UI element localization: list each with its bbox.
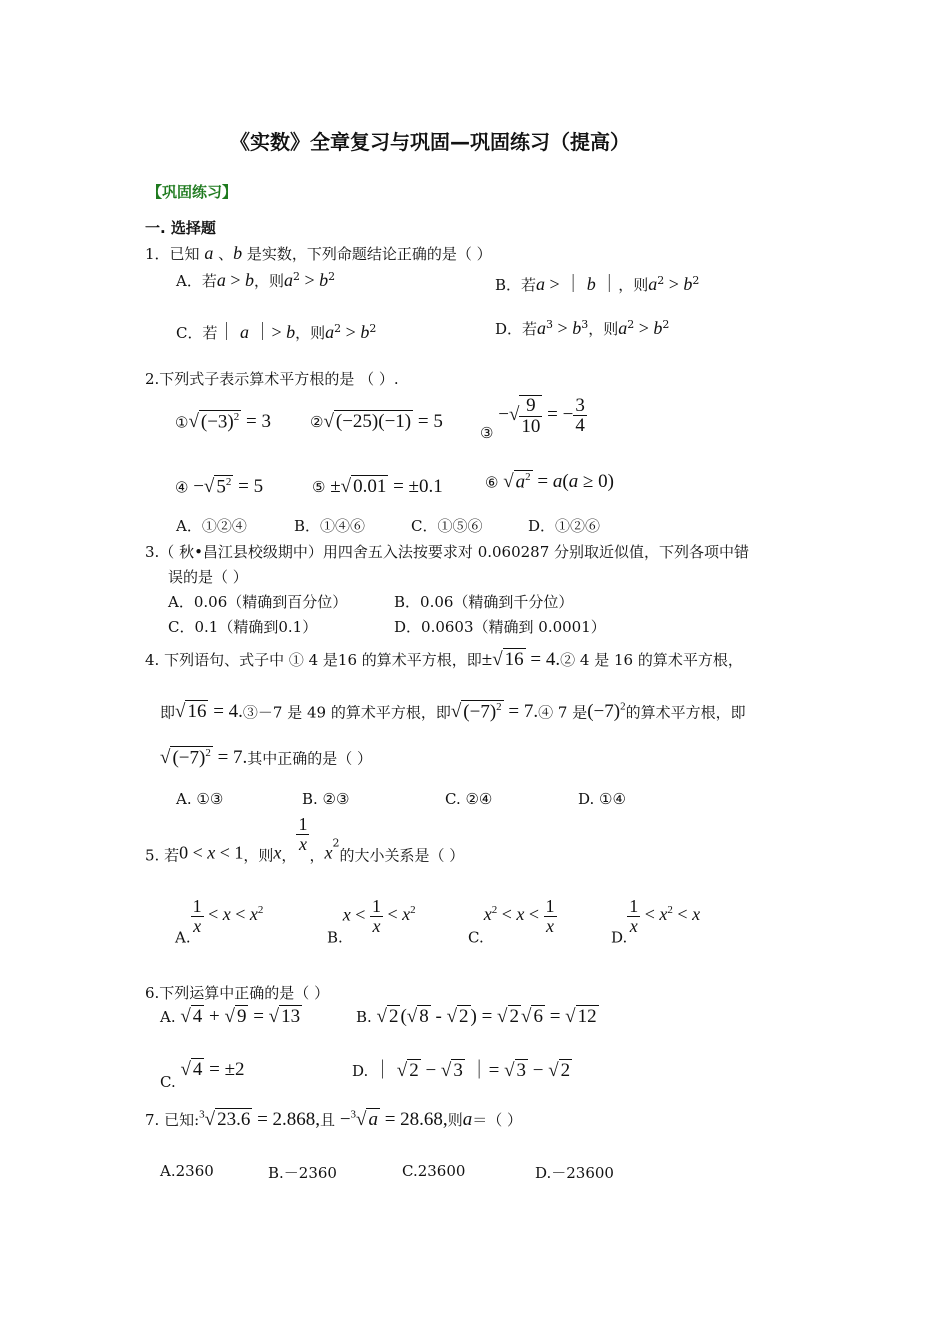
q3-option-b[interactable]: B．0.06（精确到千分位） bbox=[394, 593, 574, 611]
q5-option-b[interactable]: B.x < $\frac{1}{x}$ < $x^2$ bbox=[327, 896, 416, 947]
q2-expr-4: ④ −√ $5^2 = 5$ bbox=[175, 476, 264, 498]
q2-option-a[interactable]: A．①②④ bbox=[176, 517, 247, 535]
question-1-stem: 1．已知 a 、b 是实数，下列命题结论正确的是（ ） bbox=[145, 243, 492, 263]
question-4-line-1: 4. 下列语句、式子中 ① 4 是16 的算术平方根，即±√ 16 = 4.② 4 是 16 的算术平方根， bbox=[145, 649, 743, 670]
question-4-line-2: 即√ 16 = 4.③－7 是 49 的算术平方根，即√ $(-7)^2$ = 7.④ 7 是$(-7)^2$的算术平方根，即 bbox=[160, 701, 746, 723]
q5-option-c[interactable]: $C.x^2 < x$ < $\frac{1}{x}$ bbox=[468, 896, 555, 947]
question-4-line-3: √ $(-7)^2 = 7$.其中正确的是（ ） bbox=[160, 747, 373, 769]
q7-option-c[interactable]: C.23600 bbox=[402, 1162, 466, 1180]
q2-expr-5: ⑤ ±√ 0.01 = ±0.1 bbox=[312, 476, 443, 497]
q3-option-a[interactable]: A．0.06（精确到百分位） bbox=[168, 593, 348, 611]
question-6-stem: 6.下列运算中正确的是（ ） bbox=[145, 984, 330, 1002]
question-3-stem-2: 误的是（ ） bbox=[168, 568, 248, 586]
q7-option-d[interactable]: D.－23600 bbox=[535, 1164, 614, 1182]
page-title: 《实数》全章复习与巩固—巩固练习（提高） bbox=[230, 130, 630, 154]
q2-expr-6: ⑥ √ $a^2 = a(a \ge 0)$ bbox=[485, 471, 614, 493]
q2-expr-1: ①√ $(-3)^2 = 3$ bbox=[175, 411, 271, 433]
section-tag: 【巩固练习】 bbox=[147, 183, 238, 201]
q2-expr-2: ②√ (−25)(−1) = 5 bbox=[310, 411, 443, 432]
q6-option-c[interactable]: C. √ 4 = ±2 bbox=[160, 1059, 245, 1091]
q2-option-c[interactable]: C．①⑤⑥ bbox=[411, 517, 483, 535]
q2-option-d[interactable]: D．①②⑥ bbox=[528, 517, 601, 535]
q2-expr-3: ③ −√ $\frac{9}{10}$ = − $\frac{3}{4}$ bbox=[480, 394, 585, 442]
question-3-stem-1: 3.（ 秋•昌江县校级期中）用四舍五入法按要求对 0.060287 分别取近似值，下列各项中错 bbox=[145, 543, 750, 561]
q4-option-a[interactable]: A. ①③ bbox=[176, 790, 224, 808]
q5-option-d[interactable]: D. $\frac{1}{x}$ < $x^2 < x$ bbox=[611, 896, 701, 947]
question-5-stem: 5. 若0 < x < 1，则x， $\frac{1}{x}$ ，$x^2$的大小关系是（ ） bbox=[145, 814, 465, 865]
question-1-option-d[interactable]: D．若$a^3 > b^3$，则$a^2 > b^2$ bbox=[495, 318, 670, 338]
q4-option-b[interactable]: B. ②③ bbox=[302, 790, 350, 808]
question-1-option-a[interactable]: A．若a > b，则$a^2 > b^2$ bbox=[176, 270, 336, 290]
q7-option-b[interactable]: B.－2360 bbox=[268, 1164, 337, 1182]
question-1-option-c[interactable]: C．若｜ a ｜> b，则$a^2 > b^2$ bbox=[176, 322, 377, 342]
question-2-stem: 2.下列式子表示算术平方根的是 （ ）. bbox=[145, 370, 399, 388]
q4-option-c[interactable]: C. ②④ bbox=[445, 790, 493, 808]
q3-option-c[interactable]: C．0.1（精确到0.1） bbox=[168, 618, 318, 636]
q6-option-d[interactable]: D. ｜ √ 2 − √ 3 ｜= √ 3 − √ 2 bbox=[352, 1060, 571, 1081]
q4-option-d[interactable]: D. ①④ bbox=[578, 790, 626, 808]
q3-option-d[interactable]: D．0.0603（精确到 0.0001） bbox=[394, 618, 606, 636]
q2-option-b[interactable]: B．①④⑥ bbox=[294, 517, 366, 535]
section-heading: 一. 选择题 bbox=[145, 219, 216, 237]
q6-option-a[interactable]: A. √ 4 + √ 9 = √ 13 bbox=[160, 1006, 301, 1027]
q5-option-a[interactable]: A. $\frac{1}{x}$ < $x < x^2$ bbox=[175, 896, 264, 947]
q6-option-b[interactable]: B. √ 2 (√ 8 - √ 2 ) = √ 2 √ 6 = √ 12 bbox=[356, 1006, 597, 1027]
q7-option-a[interactable]: A.2360 bbox=[160, 1162, 214, 1180]
question-7-stem: 7. 已知:$^3$√ 23.6 = 2.868,且 −$^3$√ a = 28.68,则a＝（ ） bbox=[145, 1108, 522, 1130]
question-1-option-b[interactable]: B．若a > ｜ b ｜，则$a^2 > b^2$ bbox=[495, 274, 700, 294]
